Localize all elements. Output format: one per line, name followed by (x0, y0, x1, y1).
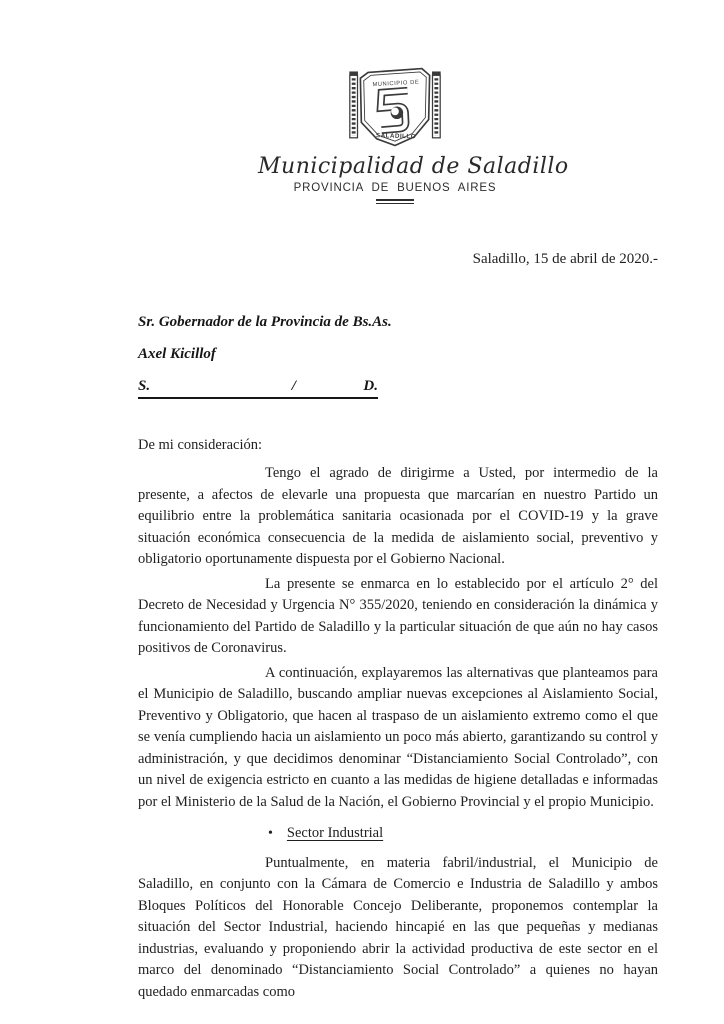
crest-top-text: MUNICIPIO DE (372, 79, 420, 89)
recipient-block (138, 312, 438, 399)
organization-subtitle: PROVINCIA DE BUENOS AIRES (293, 182, 497, 194)
letterhead (258, 64, 569, 204)
municipal-crest-icon (345, 64, 445, 152)
salutation-d: D. (363, 378, 378, 394)
greeting: De mi consideración: (138, 437, 263, 453)
salutation-line (138, 376, 378, 399)
bullet-marker-icon: • (268, 826, 273, 841)
letter-body (138, 463, 658, 1003)
section-heading-sector-industrial: Sector Industrial (286, 825, 384, 841)
paragraph: A continuación, explayaremos las alternativas que planteamos para el Municipio de Saladillo, buscando ampliar nuevas excepciones al Aislamiento Social, Preventivo y Obligatorio, que hacen al traspaso de un aislamiento extremo como el que se venía cumpliendo hacia un aislamiento un poco más abierto, garantizando su control y administración, y que decidimos denominar “Distanciamiento Social Controlado”, con un nivel de exigencia estricto en cuanto a las medidas de higiene detalladas e informadas por el Ministerio de la Salud de la Nación, el Gobierno Provincial y el propio Municipio. (138, 664, 658, 810)
date-line: Saladillo, 15 de abril de 2020.- (472, 251, 658, 267)
paragraph: Tengo el agrado de dirigirme a Usted, por intermedio de la presente, a afectos de elevarle una propuesta que marcarían en nuestro Partido un equilibrio entre la problemática sanitaria ocasionada por el COVID-19 y la grave situación económica consecuencia de la medida de aislamiento social, preventivo y obligatorio oportunamente dispuesta por el Gobierno Nacional. (138, 465, 658, 567)
paragraph: Puntualmente, en materia fabril/industrial, el Municipio de Saladillo, en conjunto con la Cámara de Comercio e Industria de Saladillo y ambos Bloques Políticos del Honorable Concejo Deliberante, proponemos contemplar la situación del Sector Industrial, haciendo hincapié en las que pequeñas y medianas industrias, evaluando y proponiendo abrir la actividad productiva de este sector en el marco del denominado “Distanciamiento Social Controlado” a quienes no hayan quedado enmarcadas como (138, 854, 658, 1000)
recipient-name: Axel Kicillof (138, 346, 216, 362)
organization-name: Municipalidad de Saladillo (258, 154, 569, 179)
crest-banner-text: SALADILLO (375, 132, 417, 141)
salutation-slash: / (291, 378, 296, 394)
paragraph: La presente se enmarca en lo establecido por el artículo 2° del Decreto de Necesidad y Urgencia N° 355/2020, teniendo en consideración la dinámica y funcionamiento del Partido de Saladillo y la particular situación de que aún no hay casos positivos de Coronavirus. (138, 575, 658, 656)
salutation-s: S. (138, 378, 151, 394)
letterhead-divider (376, 199, 414, 204)
recipient-title: Sr. Gobernador de la Provincia de Bs.As. (138, 314, 392, 330)
bullet-item (268, 823, 658, 845)
